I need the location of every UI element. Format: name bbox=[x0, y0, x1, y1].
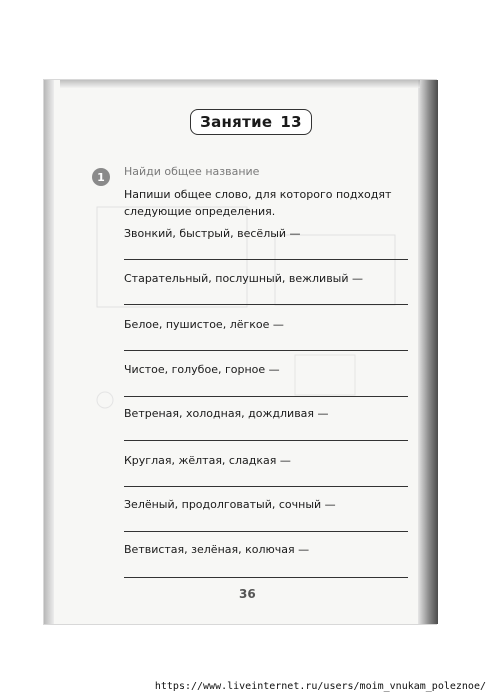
exercise-prompt: Белое, пушистое, лёгкое — bbox=[124, 318, 284, 331]
answer-line bbox=[124, 440, 408, 441]
exercise-prompt: Чистое, голубое, горное — bbox=[124, 363, 280, 376]
page-left-shadow bbox=[44, 80, 54, 624]
source-url: https://www.liveinternet.ru/users/moim_vnukam_poleznoe/ bbox=[154, 681, 486, 692]
lesson-number: 13 bbox=[280, 113, 302, 131]
answer-line bbox=[124, 304, 408, 305]
exercise-prompt: Старательный, послушный, вежливый — bbox=[124, 272, 364, 285]
task-instructions: Напиши общее слово, для которого подходят следующие определения. bbox=[124, 188, 392, 218]
page-top-shadow bbox=[60, 80, 420, 88]
page-number: 36 bbox=[239, 587, 256, 601]
exercise-prompt: Ветвистая, зелёная, колючая — bbox=[124, 543, 310, 556]
exercise-prompt: Зелёный, продолговатый, сочный — bbox=[124, 498, 336, 511]
answer-line bbox=[124, 396, 408, 397]
task-heading: Найди общее название bbox=[124, 165, 260, 178]
answer-line bbox=[124, 350, 408, 351]
exercise-prompt: Круглая, жёлтая, сладкая — bbox=[124, 454, 291, 467]
answer-line bbox=[124, 531, 408, 532]
page-right-shadow bbox=[418, 80, 438, 624]
task-number-badge: 1 bbox=[92, 168, 110, 186]
lesson-title bbox=[190, 109, 312, 135]
answer-line bbox=[124, 577, 408, 578]
exercise-prompt: Звонкий, быстрый, весёлый — bbox=[124, 227, 301, 240]
answer-line bbox=[124, 259, 408, 260]
exercise-prompt: Ветреная, холодная, дождливая — bbox=[124, 407, 329, 420]
lesson-title-word: Занятие bbox=[200, 113, 273, 131]
answer-line bbox=[124, 486, 408, 487]
